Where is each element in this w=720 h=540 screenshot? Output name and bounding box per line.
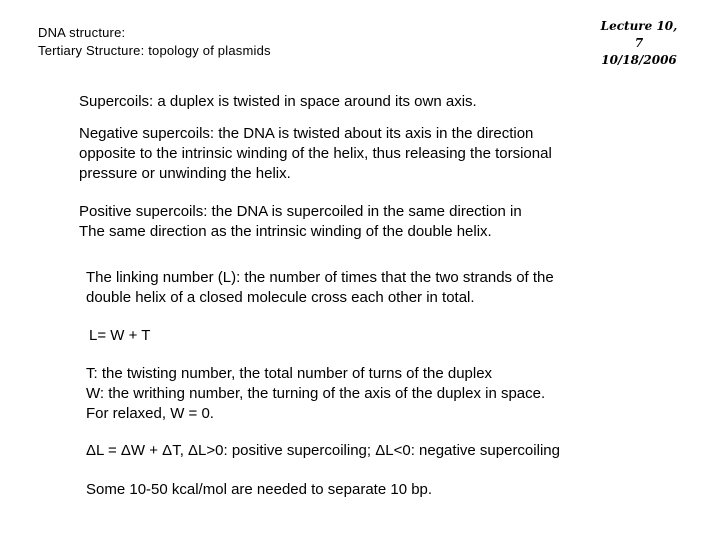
text-line: double helix of a closed molecule cross each other in total. [86,289,475,306]
lecture-info [598,18,680,69]
text-line: opposite to the intrinsic winding of the helix, thus releasing the torsional [79,145,552,162]
supercoils-definition: Supercoils: a duplex is twisted in space around its own axis. [79,93,477,110]
text-line: The linking number (L): the number of times that the two strands of the [86,269,554,286]
text-line: Positive supercoils: the DNA is supercoiled in the same direction in [79,203,522,220]
text-line: For relaxed, W = 0. [86,405,214,422]
slide-title [38,24,271,60]
text-line: W: the writhing number, the turning of the axis of the duplex in space. [86,385,546,402]
lecture-date: 10/18/2006 [601,53,677,67]
linking-number-paragraph [86,268,554,308]
text-line: Negative supercoils: the DNA is twisted about its axis in the direction [79,125,534,142]
lecture-number: Lecture 10, 7 [600,19,678,50]
negative-supercoils-paragraph [79,124,552,184]
delta-linking-equation: ΔL = ΔW + ΔT, ΔL>0: positive supercoiling; ΔL<0: negative supercoiling [86,442,560,459]
text-line: T: the twisting number, the total number of turns of the duplex [86,365,493,382]
twist-writhe-definitions [86,364,545,424]
linking-equation: L= W + T [89,327,151,344]
text-line: pressure or unwinding the helix. [79,165,291,182]
title-line-2: Tertiary Structure: topology of plasmids [38,43,271,58]
text-line: The same direction as the intrinsic winding of the double helix. [79,223,492,240]
title-line-1: DNA structure: [38,25,126,40]
positive-supercoils-paragraph [79,202,522,242]
energy-note: Some 10-50 kcal/mol are needed to separate 10 bp. [86,481,433,498]
